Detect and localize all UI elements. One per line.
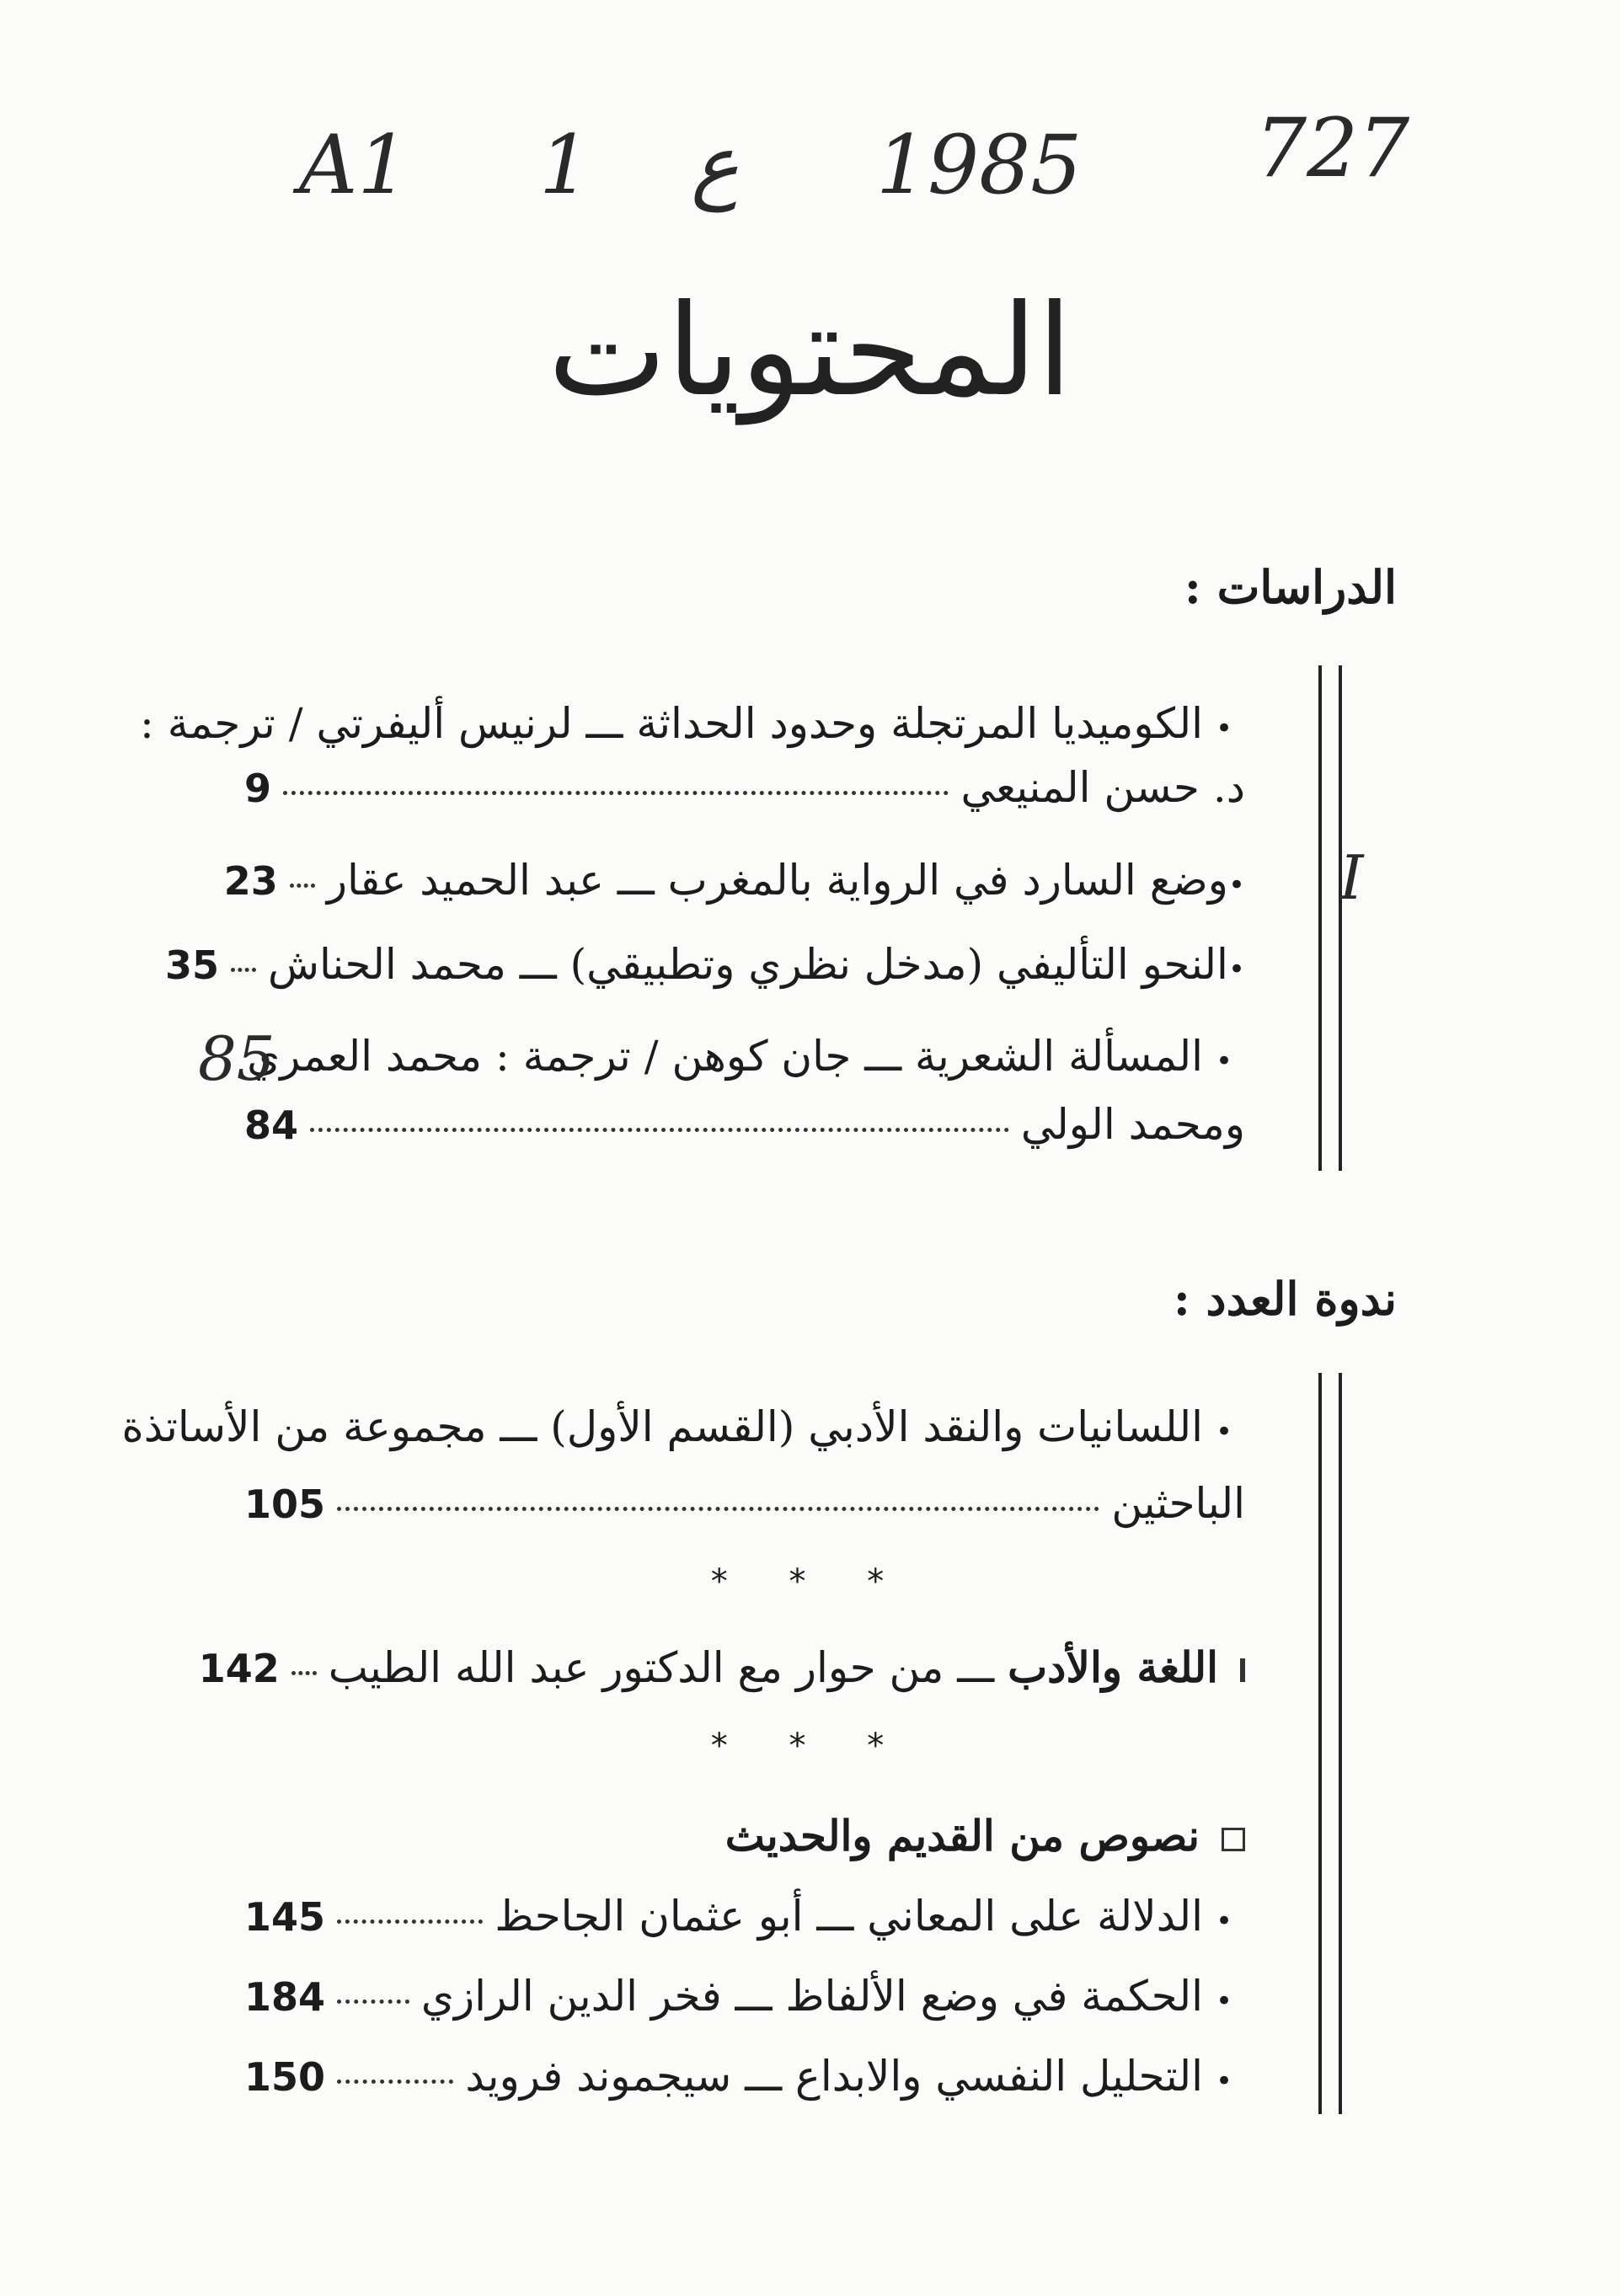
text-1-title: الدلالة على المعاني ـــ أبو عثمان الجاحظ (495, 1892, 1203, 1941)
symposium-line1 (122, 1402, 1245, 1451)
study-4-title: المسألة الشعرية ـــ جان كوهن / ترجمة : محمد العمري (247, 1032, 1203, 1081)
dot-leader (337, 1920, 483, 1924)
study-3-title: النحو التأليفي (مدخل نظري وتطبيقي) ـــ محمد الحناش (268, 940, 1228, 989)
interview-row (198, 1642, 1245, 1692)
handwritten-1: 1 (539, 118, 591, 212)
study-1-line1 (140, 699, 1245, 748)
text-2-page: 184 (244, 1974, 326, 2020)
text-2-title: الحكمة في وضع الألفاظ ـــ فخر الدين الرازي (420, 1972, 1203, 2021)
bullet-icon: • (1215, 712, 1233, 745)
handwritten-number: 727 (1255, 101, 1410, 195)
symposium-author: الباحثين (1111, 1479, 1245, 1528)
bullet-icon: • (1227, 953, 1245, 986)
dot-leader (231, 968, 256, 972)
text-3-page: 150 (244, 2054, 326, 2100)
handwritten-mark-i: I (1339, 842, 1364, 913)
study-4-line1 (247, 1032, 1245, 1081)
square-bullet-icon (1222, 1828, 1245, 1851)
study-2-title: وضع السارد في الرواية بالمغرب ـــ عبد الحميد عقار (326, 856, 1228, 905)
symposium-row (244, 1479, 1245, 1528)
handwritten-mark-85: 85 (198, 1023, 275, 1094)
bullet-icon: • (1215, 1984, 1233, 2018)
bullet-icon: • (1215, 1044, 1233, 1078)
text-row-1 (244, 1892, 1245, 1941)
study-4-author: ومحمد الولي (1020, 1100, 1245, 1149)
dot-leader (337, 2080, 453, 2084)
handwritten-a1: A1 (299, 118, 409, 212)
section-symposium: ندوة العدد : (1173, 1272, 1397, 1326)
bullet-icon: • (1215, 2064, 1233, 2098)
dot-leader (310, 1128, 1009, 1132)
studies-vertical-bar (1318, 665, 1342, 1171)
handwritten-ain: ع (691, 118, 740, 212)
study-2-row (223, 856, 1245, 905)
bullet-icon: • (1227, 868, 1245, 902)
text-3-title: التحليل النفسي والابداع ـــ سيجموند فرويد (465, 2052, 1203, 2101)
texts-heading (725, 1811, 1245, 1861)
study-1-page: 9 (244, 766, 272, 811)
study-4-page: 84 (244, 1103, 299, 1148)
study-4-row (244, 1100, 1245, 1149)
interview-text (328, 1642, 1218, 1692)
interview-title: اللغة والأدب (1008, 1642, 1218, 1692)
interview-page: 142 (198, 1646, 280, 1691)
square-bullet-icon (1240, 1658, 1245, 1682)
dot-leader (291, 1671, 317, 1675)
study-1-title: الكوميديا المرتجلة وحدود الحداثة ـــ لرنيس أليفرتي / ترجمة : (139, 699, 1203, 748)
study-1-author: د. حسن المنيعي (960, 763, 1245, 812)
dot-leader (290, 884, 315, 888)
symposium-page: 105 (244, 1482, 326, 1527)
dot-leader (337, 2000, 409, 2004)
dot-leader (337, 1507, 1099, 1511)
page-title: المحتويات (548, 278, 1072, 424)
study-3-page: 35 (165, 942, 220, 988)
bullet-icon: • (1215, 1415, 1233, 1449)
dot-leader (283, 791, 949, 795)
text-row-2 (244, 1972, 1245, 2021)
handwritten-year: 1985 (876, 118, 1083, 212)
text-1-page: 145 (244, 1894, 326, 1940)
study-3-row (165, 940, 1245, 989)
text-row-3 (244, 2052, 1245, 2101)
texts-heading-label: نصوص من القديم والحديث (724, 1811, 1200, 1861)
study-1-row (244, 763, 1245, 812)
bullet-icon: • (1215, 1904, 1233, 1938)
separator-stars-1: * * * (710, 1562, 910, 1601)
study-2-page: 23 (223, 858, 278, 904)
symposium-title: اللسانيات والنقد الأدبي (القسم الأول) ـــ مجموعة من الأساتذة (121, 1402, 1203, 1451)
section-studies: الدراسات : (1184, 560, 1397, 614)
separator-stars-2: * * * (710, 1727, 910, 1765)
interview-subtitle: ـــ من حوار مع الدكتور عبد الله الطيب (328, 1643, 995, 1692)
